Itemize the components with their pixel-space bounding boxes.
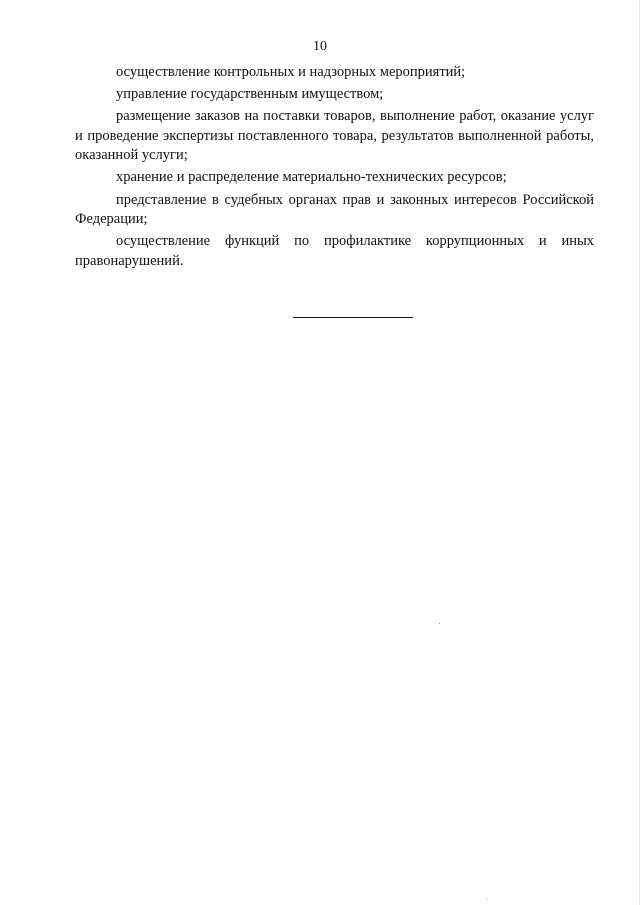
section-separator-line: [293, 317, 413, 318]
paragraph-state-property: управление государственным имуществом;: [116, 86, 384, 103]
paragraph-storage-distribution: хранение и распределение материально-технических ресурсов;: [116, 169, 507, 186]
page-number: 10: [313, 39, 327, 54]
paragraph-court-representation: представление в судебных органах прав и законных интересов Российской Федерации;: [75, 191, 594, 228]
document-body: [75, 63, 594, 274]
paragraph-control-activities: осуществление контрольных и надзорных мероприятий;: [116, 64, 466, 80]
scan-speck: [439, 623, 440, 624]
scan-speck: [486, 899, 487, 900]
paragraph-corruption-prevention: осуществление функций по профилактике коррупционных и иных правонарушений.: [75, 233, 594, 269]
paragraph-procurement: размещение заказов на поставки товаров, выполнение работ, оказание услуг и проведение экспертизы поставленного товара, результатов выполненной работы, оказанной услуги;: [75, 108, 594, 164]
